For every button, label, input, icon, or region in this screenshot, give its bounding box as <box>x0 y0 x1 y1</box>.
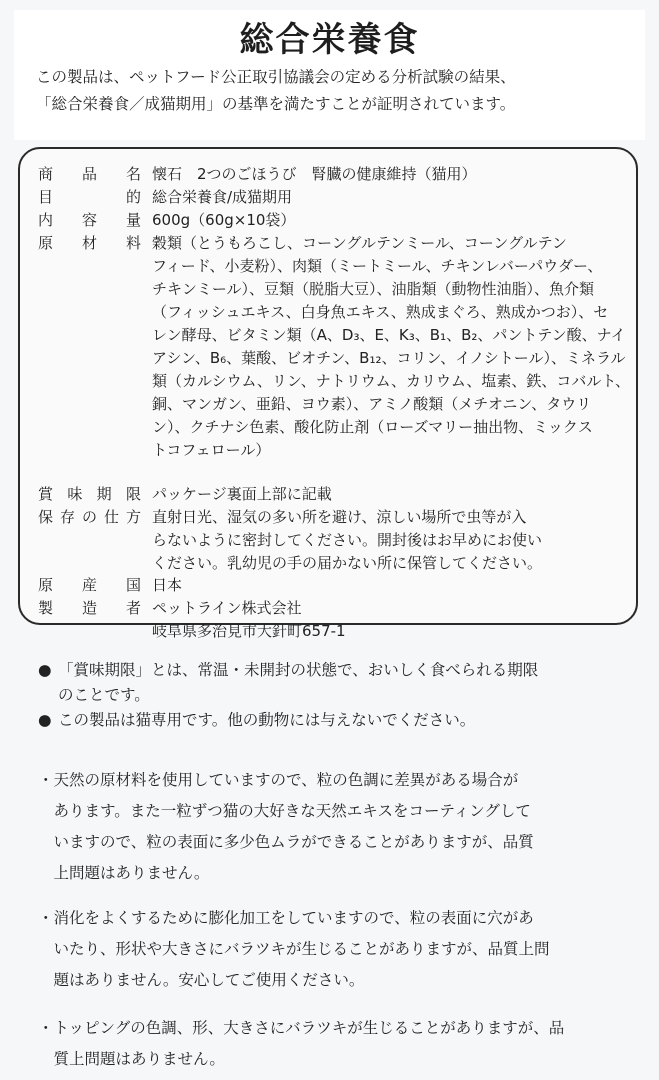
spec-label-char: 容 <box>81 210 97 229</box>
spec-label <box>38 483 141 506</box>
note-line <box>38 658 538 683</box>
spec-label-char: 期 <box>96 484 112 503</box>
note-text: この製品は猫専用です。他の動物には与えないでください。 <box>58 711 476 729</box>
spec-value-line: 銅、マンガン、亜鉛、ヨウ素）、アミノ酸類（メチオニン、タウリ <box>152 394 592 413</box>
note-line <box>38 708 538 733</box>
spec-value <box>152 186 622 209</box>
spec-value <box>152 597 622 643</box>
spec-label-char: の <box>81 507 97 526</box>
notice-line: 題はありません。安心してご使用ください。 <box>38 971 365 989</box>
spec-value-line: らないように密封してください。開封後はお早めにお使い <box>152 530 543 549</box>
spec-value-line: チキンミール）、豆類（脱脂大豆）、油脂類（動物性油脂）、魚介類 <box>152 279 595 298</box>
bullet-icon: ● <box>38 711 52 729</box>
spec-label <box>38 232 141 255</box>
note-line <box>38 683 538 708</box>
spec-label-char: 内 <box>38 210 54 229</box>
spec-label-char: 産 <box>81 576 97 595</box>
spec-label-char: 味 <box>67 484 83 503</box>
spec-label-char: 材 <box>81 233 97 252</box>
note-text: のことです。 <box>58 686 150 704</box>
spec-value-line: パッケージ裏面上部に記載 <box>152 484 332 503</box>
spec-label-char: 料 <box>125 233 141 252</box>
notice-line: いたり、形状や大きさにバラツキが生じることがありますが、品質上問 <box>38 940 550 958</box>
spec-value-line: アシン、B₆、葉酸、ビオチン、B₁₂、コリン、イノシトール）、ミネラル <box>152 348 626 367</box>
intro-line: この製品は、ペットフード公正取引協議会の定める分析試験の結果、 <box>36 68 516 86</box>
notice-paragraph <box>38 765 534 889</box>
spec-label-char: 方 <box>125 507 141 526</box>
spec-value-line: ください。乳幼児の手の届かない所に保管してください。 <box>152 553 543 572</box>
spec-value-line: 穀類（とうもろこし、コーングルテンミール、コーングルテン <box>152 233 567 252</box>
spec-label-char: 品 <box>81 165 97 183</box>
notice-line: 上問題はありません。 <box>38 864 210 882</box>
spec-value <box>152 506 622 575</box>
spec-value-line: レン酵母、ビタミン類（A、D₃、E、K₃、B₁、B₂、パントテン酸、ナイ <box>152 325 626 344</box>
spec-value-line: 総合栄養食/成猫期用 <box>152 187 293 206</box>
spec-value <box>152 232 630 462</box>
notice-line: ・天然の原材料を使用していますので、粒の色調に差異がある場合が <box>38 771 519 789</box>
spec-value-line: トコフェロール） <box>152 440 271 459</box>
notice-line: ・トッピングの色調、形、大きさにバラツキが生じることがありますが、品 <box>38 1019 565 1037</box>
spec-label-char: 量 <box>125 210 141 229</box>
spec-value-line: 600g（60g×10袋） <box>152 210 296 229</box>
spec-label <box>38 186 141 209</box>
intro-text <box>36 64 636 118</box>
spec-value-line: 日本 <box>152 576 183 595</box>
page-title: 総合栄養食 <box>239 20 420 60</box>
spec-value-line: フィード、小麦粉）、肉類（ミートミール、チキンレバーパウダー、 <box>152 256 603 275</box>
spec-value-line: 類（カルシウム、リン、ナトリウム、カリウム、塩素、鉄、コバルト、 <box>152 371 630 390</box>
spec-value <box>152 163 622 186</box>
intro-line: 「総合栄養食／成猫期用」の基準を満たすことが証明されています。 <box>36 95 516 113</box>
spec-label-char: 原 <box>38 233 54 252</box>
spec-label-char: 限 <box>125 484 141 503</box>
notes-list <box>38 658 538 733</box>
notice-line: いますので、粒の表面に多少色ムラができることがありますが、品質 <box>38 833 534 851</box>
spec-label-char: 仕 <box>103 507 119 526</box>
spec-value-line: ペットライン株式会社 <box>152 599 302 618</box>
spec-label-char: 賞 <box>38 484 54 503</box>
spec-label <box>38 209 141 232</box>
spec-label <box>38 506 141 529</box>
spec-label-char: 的 <box>125 187 141 206</box>
spec-label <box>38 597 141 620</box>
spec-label-char: 保 <box>38 507 54 526</box>
notice-line: 質上問題はありません。 <box>38 1050 225 1068</box>
spec-label <box>38 163 141 186</box>
spec-value-line: 岐阜県多治見市大針町657-1 <box>152 622 346 641</box>
notice-line: ・消化をよくするために膨化加工をしていますので、粒の表面に穴があ <box>38 909 534 927</box>
spec-value-line: ン）、クチナシ色素、酸化防止剤（ローズマリー抽出物、ミックス <box>152 417 593 436</box>
spec-value <box>152 209 622 232</box>
spec-label-char: 存 <box>59 507 75 526</box>
spec-label-char: 原 <box>38 576 54 595</box>
spec-label-char: 商 <box>38 165 54 183</box>
spec-label-char: 目 <box>38 187 54 206</box>
spec-label-char: 者 <box>125 599 141 618</box>
spec-label-char: 造 <box>81 599 97 618</box>
spec-value <box>152 574 622 597</box>
spec-value-line: （フィッシュエキス、白身魚エキス、熟成まぐろ、熟成かつお）、セ <box>152 302 609 321</box>
spec-label-char: 製 <box>38 599 54 618</box>
spec-value <box>152 483 622 506</box>
spec-label-char: 国 <box>125 576 141 595</box>
spec-value-line: 直射日光、湿気の多い所を避け、涼しい場所で虫等が入 <box>152 507 527 526</box>
bullet-icon: ● <box>38 661 52 679</box>
spec-label <box>38 574 141 597</box>
note-text: 「賞味期限」とは、常温・未開封の状態で、おいしく食べられる期限 <box>58 661 539 679</box>
notice-paragraph <box>38 903 550 996</box>
notice-paragraph <box>38 1013 564 1075</box>
notice-line: あります。また一粒ずつ猫の大好きな天然エキスをコーティングして <box>38 802 531 820</box>
spec-label-char: 名 <box>125 165 141 183</box>
spec-value-line: 懐石 2つのごほうび 腎臓の健康維持（猫用） <box>152 165 477 183</box>
